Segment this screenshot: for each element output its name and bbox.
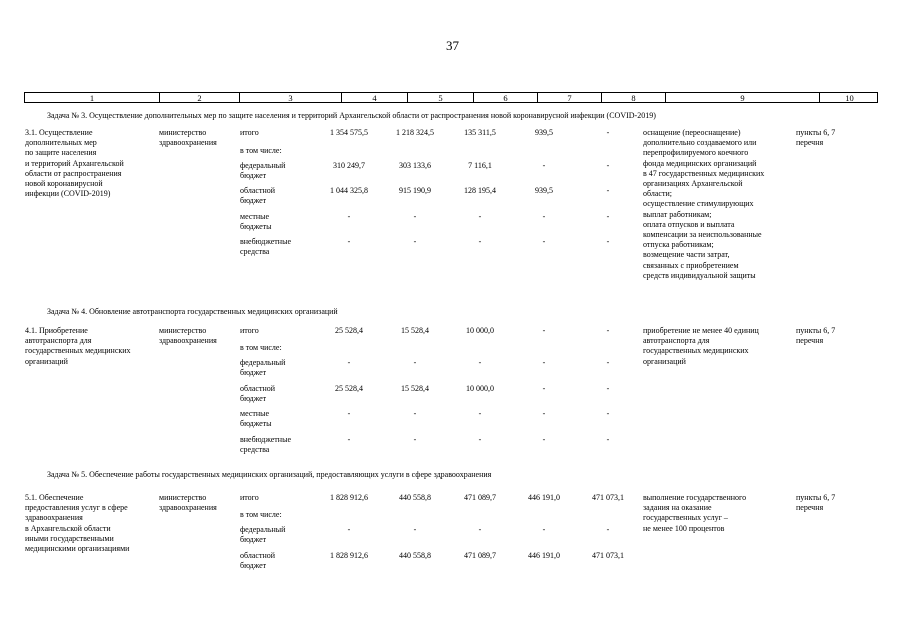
row-5-1-fed-c5: - xyxy=(413,525,417,534)
row-3-1-points: пункты 6, 7 перечня xyxy=(796,128,836,148)
header-col-9: 9 xyxy=(665,93,819,102)
row-3-1-itogo-c4: 1 354 575,5 xyxy=(330,128,368,137)
row-3-1-vneb-c8: - xyxy=(606,237,610,246)
row-3-1-result: оснащение (переоснащение) дополнительно создаваемого или перепрофилируемого коечного фонда медицинских организаций в 47 государственных медицинских организациях Архангельской области; осуществление стимулирующих выплат работникам; оплата отпусков и выплата компенсации за неиспользованные отпуска работникам; возмещение части затрат, связанных с приобретением средств индивидуальной защиты xyxy=(643,128,765,280)
row-4-1-vneb-c7: - xyxy=(542,435,546,444)
row-4-1-title: 4.1. Приобретение автотранспорта для государственных медицинских организаций xyxy=(25,326,131,366)
row-3-1-itogo-c6: 135 311,5 xyxy=(464,128,496,137)
row-4-1-itogo-c7: - xyxy=(542,326,546,335)
row-4-1-fed-c8: - xyxy=(606,358,610,367)
row-3-1-itogo-label: итого xyxy=(240,128,259,137)
row-4-1-vneb-c8: - xyxy=(606,435,610,444)
row-3-1-mest-c5: - xyxy=(413,212,417,221)
row-5-1-fed-c6: - xyxy=(478,525,482,534)
row-5-1-itogo-c5: 440 558,8 xyxy=(399,493,431,502)
task-5-heading: Задача № 5. Обеспечение работы государственных медицинских организаций, предоставляющих услуги в сфере здравоохранения xyxy=(47,470,492,479)
row-5-1-itogo-c4: 1 828 912,6 xyxy=(330,493,368,502)
header-col-2: 2 xyxy=(159,93,239,102)
row-3-1-fed-c8: - xyxy=(606,161,610,170)
row-3-1-itogo-c7: 939,5 xyxy=(535,128,553,137)
row-4-1-itogo-c6: 10 000,0 xyxy=(466,326,494,335)
row-3-1-itogo-c8: - xyxy=(606,128,610,137)
row-5-1-itogo-c7: 446 191,0 xyxy=(528,493,560,502)
row-3-1-fed-c6: 7 116,1 xyxy=(468,161,492,170)
header-col-10: 10 xyxy=(819,93,879,102)
row-5-1-itogo-c8: 471 073,1 xyxy=(592,493,624,502)
row-5-1-obl-c5: 440 558,8 xyxy=(399,551,431,560)
row-3-1-mest-c7: - xyxy=(542,212,546,221)
row-4-1-obl-label: областной бюджет xyxy=(240,384,276,404)
row-3-1-fed-c4: 310 249,7 xyxy=(333,161,365,170)
page-number: 37 xyxy=(446,38,459,53)
row-5-1-vtom-label: в том числе: xyxy=(240,510,282,519)
row-5-1-obl-c8: 471 073,1 xyxy=(592,551,624,560)
row-4-1-fed-c7: - xyxy=(542,358,546,367)
row-3-1-executor: министерство здравоохранения xyxy=(159,128,217,148)
row-3-1-title: 3.1. Осуществление дополнительных мер по защите населения и территорий Архангельской области от распространения новой коронавирусной инфекции (COVID-2019) xyxy=(25,128,124,199)
row-3-1-obl-c6: 128 195,4 xyxy=(464,186,496,195)
row-4-1-points: пункты 6, 7 перечня xyxy=(796,326,836,346)
row-4-1-obl-c7: - xyxy=(542,384,546,393)
row-5-1-fed-label: федеральный бюджет xyxy=(240,525,286,545)
row-4-1-mest-c5: - xyxy=(413,409,417,418)
row-3-1-vneb-c5: - xyxy=(413,237,417,246)
row-5-1-itogo-label: итого xyxy=(240,493,259,502)
task-4-heading: Задача № 4. Обновление автотранспорта государственных медицинских организаций xyxy=(47,307,338,316)
row-3-1-mest-label: местные бюджеты xyxy=(240,212,272,232)
row-5-1-obl-c7: 446 191,0 xyxy=(528,551,560,560)
header-col-7: 7 xyxy=(537,93,601,102)
row-4-1-mest-label: местные бюджеты xyxy=(240,409,272,429)
row-3-1-itogo-c5: 1 218 324,5 xyxy=(396,128,434,137)
row-4-1-vneb-c6: - xyxy=(478,435,482,444)
row-5-1-executor: министерство здравоохранения xyxy=(159,493,217,513)
row-4-1-itogo-label: итого xyxy=(240,326,259,335)
header-col-3: 3 xyxy=(239,93,341,102)
row-4-1-itogo-c8: - xyxy=(606,326,610,335)
row-5-1-points: пункты 6, 7 перечня xyxy=(796,493,836,513)
row-3-1-fed-label: федеральный бюджет xyxy=(240,161,286,181)
row-3-1-obl-label: областной бюджет xyxy=(240,186,276,206)
row-3-1-mest-c6: - xyxy=(478,212,482,221)
row-4-1-vneb-c5: - xyxy=(413,435,417,444)
task-3-heading: Задача № 3. Осуществление дополнительных мер по защите населения и территорий Архангельской области от распространения новой коронавирусной инфекции (COVID-2019) xyxy=(47,111,656,120)
row-3-1-fed-c5: 303 133,6 xyxy=(399,161,431,170)
row-3-1-vneb-label: внебюджетные средства xyxy=(240,237,291,257)
row-4-1-obl-c6: 10 000,0 xyxy=(466,384,494,393)
header-col-8: 8 xyxy=(601,93,665,102)
row-4-1-obl-c4: 25 528,4 xyxy=(335,384,363,393)
row-3-1-vneb-c6: - xyxy=(478,237,482,246)
row-4-1-obl-c8: - xyxy=(606,384,610,393)
row-4-1-fed-c6: - xyxy=(478,358,482,367)
row-4-1-fed-c4: - xyxy=(347,358,351,367)
row-3-1-obl-c4: 1 044 325,8 xyxy=(330,186,368,195)
row-4-1-itogo-c4: 25 528,4 xyxy=(335,326,363,335)
row-4-1-vneb-label: внебюджетные средства xyxy=(240,435,291,455)
row-5-1-obl-c4: 1 828 912,6 xyxy=(330,551,368,560)
row-4-1-obl-c5: 15 528,4 xyxy=(401,384,429,393)
row-4-1-fed-c5: - xyxy=(413,358,417,367)
header-col-4: 4 xyxy=(341,93,407,102)
row-5-1-fed-c8: - xyxy=(606,525,610,534)
row-3-1-obl-c7: 939,5 xyxy=(535,186,553,195)
row-3-1-vneb-c7: - xyxy=(542,237,546,246)
row-4-1-mest-c7: - xyxy=(542,409,546,418)
row-4-1-itogo-c5: 15 528,4 xyxy=(401,326,429,335)
row-5-1-fed-c7: - xyxy=(542,525,546,534)
row-3-1-mest-c8: - xyxy=(606,212,610,221)
row-5-1-result: выполнение государственного задания на оказание государственных услуг – не менее 100 процентов xyxy=(643,493,747,533)
row-4-1-mest-c6: - xyxy=(478,409,482,418)
row-5-1-itogo-c6: 471 089,7 xyxy=(464,493,496,502)
header-col-5: 5 xyxy=(407,93,473,102)
row-3-1-obl-c5: 915 190,9 xyxy=(399,186,431,195)
row-3-1-obl-c8: - xyxy=(606,186,610,195)
row-3-1-fed-c7: - xyxy=(542,161,546,170)
row-4-1-fed-label: федеральный бюджет xyxy=(240,358,286,378)
row-4-1-mest-c8: - xyxy=(606,409,610,418)
row-3-1-vneb-c4: - xyxy=(347,237,351,246)
row-4-1-vneb-c4: - xyxy=(347,435,351,444)
row-3-1-vtom-label: в том числе: xyxy=(240,146,282,155)
row-5-1-obl-label: областной бюджет xyxy=(240,551,276,571)
row-5-1-title: 5.1. Обеспечение предоставления услуг в сфере здравоохранения в Архангельской области иными государственными медицинскими организациями xyxy=(25,493,130,554)
table-header-row xyxy=(24,92,878,103)
header-col-6: 6 xyxy=(473,93,537,102)
row-4-1-vtom-label: в том числе: xyxy=(240,343,282,352)
row-4-1-executor: министерство здравоохранения xyxy=(159,326,217,346)
row-4-1-result: приобретение не менее 40 единиц автотранспорта для государственных медицинских организаций xyxy=(643,326,759,366)
row-3-1-mest-c4: - xyxy=(347,212,351,221)
row-5-1-obl-c6: 471 089,7 xyxy=(464,551,496,560)
header-col-1: 1 xyxy=(89,93,95,103)
row-4-1-mest-c4: - xyxy=(347,409,351,418)
row-5-1-fed-c4: - xyxy=(347,525,351,534)
